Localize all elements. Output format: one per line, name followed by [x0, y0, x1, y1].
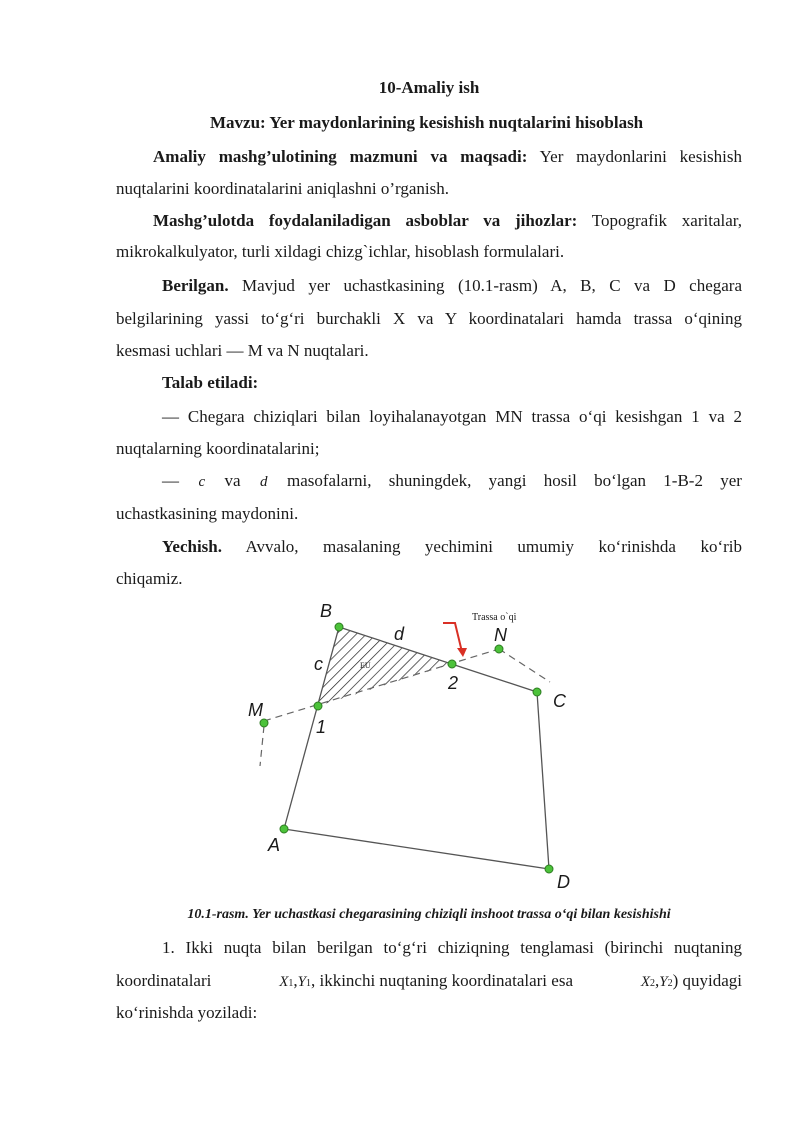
label-m: M	[248, 700, 263, 720]
tools-line-2: mikrokalkulyator, turli xildagi chizg`ichlar, hisoblash formulalari.	[116, 242, 565, 261]
label-n: N	[494, 625, 507, 645]
trassa-arrow-head	[457, 648, 467, 657]
label-eu: EU	[360, 661, 371, 670]
label-a: A	[268, 835, 281, 855]
label-point-2: 2	[448, 673, 459, 693]
given-line-2: belgilarining yassi to‘g‘ri burchakli X va Y koordinatalari hamda trassa o‘qining	[116, 309, 742, 328]
trassa-arrow	[443, 623, 462, 652]
required-item-2-line-2: uchastkasining maydonini.	[116, 504, 299, 523]
document-subject: Mavzu: Yer maydonlarining kesishish nuqtalarini hisoblash	[210, 113, 644, 132]
point-d	[545, 865, 553, 873]
required-item-1-line-1: — Chegara chiziqlari bilan loyihalanayotgan MN trassa o‘qi kesishgan 1 va 2	[162, 407, 742, 426]
axis-m-tail	[260, 726, 264, 766]
required-heading: Talab etiladi:	[162, 373, 259, 392]
point-b	[335, 623, 343, 631]
goal-line-1: Amaliy mashg’ulotining mazmuni va maqsadi: Yer maydonlarini kesishish	[153, 147, 743, 166]
equation-line-2: koordinatalari X 1 , Y 1 , ikkinchi nuqtaning koordinatalari esa X 2 , Y 2 ) quyidagi	[116, 971, 742, 990]
goal-line-2: nuqtalarini koordinatalarini aniqlashni o’rganish.	[116, 179, 449, 198]
given-line-3: kesmasi uchlari — M va N nuqtalari.	[116, 341, 369, 360]
point-2	[448, 660, 456, 668]
label-d: D	[557, 872, 570, 892]
required-item-1-line-2: nuqtalarning koordinatalarini;	[116, 439, 320, 458]
equation-line-1: 1. Ikki nuqta bilan berilgan to‘g‘ri chiziqning tenglamasi (birinchi nuqtaning	[162, 938, 742, 957]
given-line-1: Berilgan. Mavjud yer uchastkasining (10.1-rasm) A, B, C va D chegara	[162, 276, 742, 295]
point-1	[314, 702, 322, 710]
figure-caption: 10.1-rasm. Yer uchastkasi chegarasining chiziqli inshoot trassa o‘qi bilan kesishishi	[187, 907, 671, 922]
hatched-area	[318, 627, 452, 706]
required-item-2-line-1: — c va d masofalarni, shuningdek, yangi hosil bo‘lgan 1-B-2 yer	[162, 471, 742, 490]
label-point-1: 1	[316, 717, 327, 737]
solution-line-1: Yechish. Avvalo, masalaning yechimini umumiy ko‘rinishda ko‘rib	[162, 537, 742, 556]
label-c-distance: c	[314, 654, 323, 674]
point-a	[280, 825, 288, 833]
label-c: C	[553, 691, 566, 711]
tools-line-1: Mashg’ulotda foydalaniladigan asboblar va jihozlar: Topografik xaritalar,	[153, 211, 742, 230]
label-d-distance: d	[394, 624, 405, 644]
equation-line-3: ko‘rinishda yoziladi:	[116, 1003, 258, 1022]
document-title: 10-Amaliy ish	[378, 78, 480, 97]
point-m	[260, 719, 268, 727]
solution-line-2: chiqamiz.	[116, 569, 183, 588]
axis-nc-line	[499, 649, 550, 682]
label-trassa: Trassa o`qi	[472, 612, 517, 623]
point-n	[495, 645, 503, 653]
label-b: B	[320, 601, 333, 621]
point-c	[533, 688, 541, 696]
